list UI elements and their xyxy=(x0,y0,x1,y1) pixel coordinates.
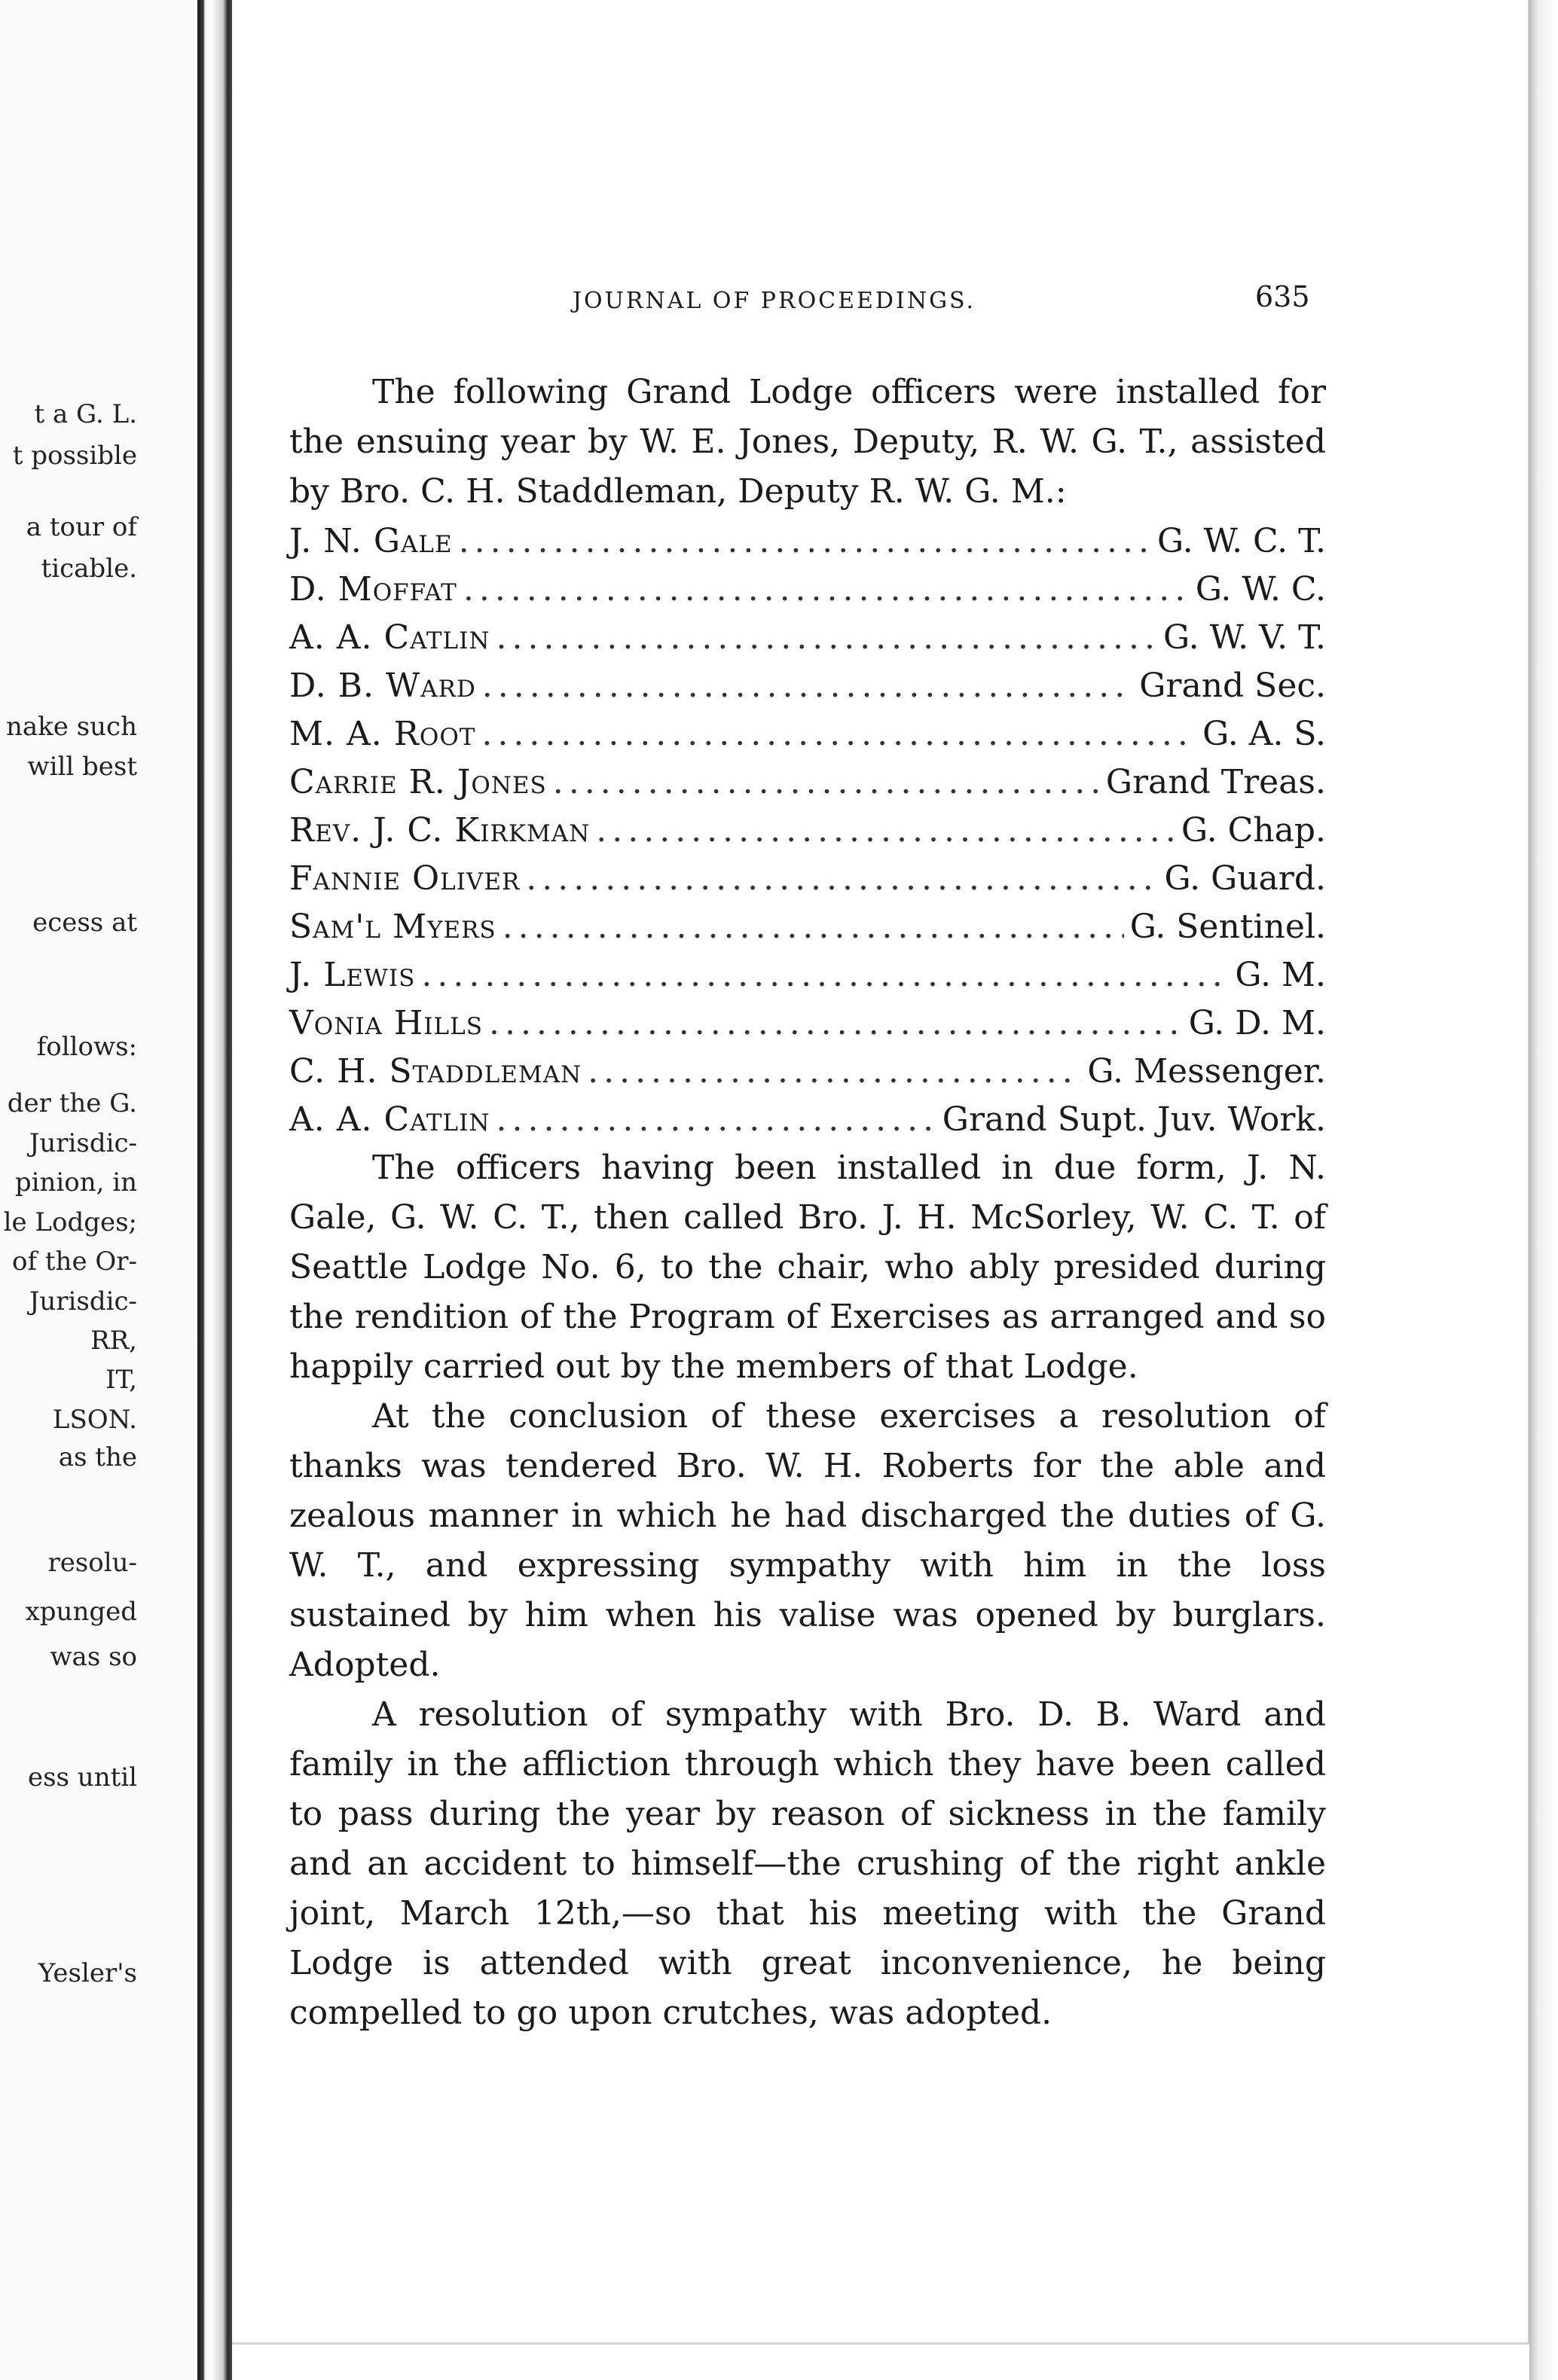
leader-dots xyxy=(489,999,1183,1048)
left-page-text: ticable. xyxy=(41,554,137,584)
leader-dots xyxy=(503,902,1124,952)
officer-row xyxy=(289,709,1326,758)
officer-row xyxy=(289,854,1326,902)
left-page-text: t possible xyxy=(12,441,137,471)
officer-name: Rev. J. C. Kirkman xyxy=(289,811,591,850)
officer-title: G. Chap. xyxy=(1181,811,1326,850)
paragraph-resolution-ward: A resolution of sympathy with Bro. D. B. Ward and family in the affliction through which they have been called to pass during the year by reason of sickness in the family and an accident to himself—the crushing of the right ankle joint, March 12th,—so that his meeting with the Grand Lodge is attended with great inconvenience, he being compelled to go upon crutches, was adopted. xyxy=(289,1695,1326,2032)
officer-title: G. W. C. xyxy=(1195,570,1326,609)
officer-row xyxy=(289,758,1326,806)
officer-name: D. Moffat xyxy=(289,570,457,609)
left-page-text: RR, xyxy=(90,1326,137,1356)
officer-row xyxy=(289,565,1326,613)
left-page-text: xpunged xyxy=(25,1597,137,1627)
paragraph-installation: The officers having been installed in due form, J. N. Gale, G. W. C. T., then called Bro. J. H. McSorley, W. C. T. of Seattle Lodge No. 6, to the chair, who ably presided during the rendition of the Program of Exercises as arranged and so happily carried out by the members of that Lodge. xyxy=(289,1149,1326,1386)
officer-row xyxy=(289,517,1326,565)
officer-title: G. M. xyxy=(1235,956,1326,994)
left-page-text: was so xyxy=(50,1642,137,1672)
running-head: JOURNAL OF PROCEEDINGS. xyxy=(573,288,976,314)
left-page-text: follows: xyxy=(36,1032,137,1062)
officer-name: A. A. Catlin xyxy=(289,618,490,657)
officer-row xyxy=(289,1095,1326,1143)
officer-name: Fannie Oliver xyxy=(289,859,521,898)
intro-paragraph: The following Grand Lodge officers were installed for the ensuing year by W. E. Jones, Deputy, R. W. G. T., assisted by Bro. C. H. Staddleman, Deputy R. W. G. M.: xyxy=(289,373,1326,511)
officer-title: Grand Treas. xyxy=(1105,763,1326,801)
officer-name: C. H. Staddleman xyxy=(289,1052,582,1091)
left-page-text: ecess at xyxy=(32,908,137,938)
left-page-text: le Lodges; xyxy=(3,1207,137,1237)
officer-title: G. W. C. T. xyxy=(1157,522,1326,560)
left-page-text: a tour of xyxy=(26,512,137,542)
officer-row xyxy=(289,999,1326,1047)
officer-row xyxy=(289,950,1326,999)
officer-title: G. Sentinel. xyxy=(1129,908,1326,946)
page-number: 635 xyxy=(1255,280,1310,313)
leader-dots xyxy=(459,517,1151,566)
page-edge xyxy=(1529,0,1558,2380)
left-page-text: Yesler's xyxy=(38,1958,137,1988)
left-page-fragment xyxy=(0,0,197,2380)
officer-title: G. Messenger. xyxy=(1087,1052,1326,1091)
officer-name: J. Lewis xyxy=(289,956,416,994)
left-page-text: will best xyxy=(27,752,137,782)
officer-name: J. N. Gale xyxy=(289,522,453,560)
officer-title: G. W. V. T. xyxy=(1163,618,1326,657)
left-page-text: ess until xyxy=(27,1762,137,1793)
officer-row xyxy=(289,902,1326,950)
officer-name: M. A. Root xyxy=(289,715,476,753)
leader-dots xyxy=(482,661,1133,711)
left-page-text: resolu- xyxy=(47,1548,137,1578)
officer-title: G. D. M. xyxy=(1188,1004,1326,1042)
leader-dots xyxy=(463,565,1190,615)
page-body xyxy=(289,368,1326,2038)
leader-dots xyxy=(588,1047,1081,1097)
left-page-text: der the G. xyxy=(7,1088,137,1118)
officer-name: Sam'l Myers xyxy=(289,908,496,946)
leader-dots xyxy=(596,806,1175,856)
officer-title: Grand Supt. Juv. Work. xyxy=(942,1100,1326,1139)
officer-name: Carrie R. Jones xyxy=(289,763,547,801)
paragraph-resolution-roberts: At the conclusion of these exercises a resolution of thanks was tendered Bro. W. H. Roberts for the able and zealous manner in which he had discharged the duties of G. W. T., and expressing sympathy with him in the loss sustained by him when his valise was opened by burglars. Adopted. xyxy=(289,1397,1326,1684)
officer-name: Vonia Hills xyxy=(289,1004,483,1042)
left-page-text: Jurisdic- xyxy=(29,1128,137,1158)
officer-title: Grand Sec. xyxy=(1139,667,1326,705)
leader-dots xyxy=(526,854,1158,904)
officer-list xyxy=(289,517,1326,1143)
left-page-text: LSON. xyxy=(52,1405,137,1435)
left-page-text: t a G. L. xyxy=(34,399,137,429)
officer-row xyxy=(289,613,1326,661)
officer-row xyxy=(289,806,1326,854)
leader-dots xyxy=(421,950,1229,1000)
leader-dots xyxy=(481,709,1196,759)
left-page-text: nake such xyxy=(6,712,137,742)
left-page-text: IT, xyxy=(105,1365,137,1395)
book-gutter xyxy=(197,0,232,2380)
left-page-text: of the Or- xyxy=(12,1246,137,1277)
officer-title: G. A. S. xyxy=(1202,715,1326,753)
officer-title: G. Guard. xyxy=(1164,859,1326,898)
left-page-text: pinion, in xyxy=(14,1167,137,1198)
leader-dots xyxy=(496,613,1158,663)
left-page-text: as the xyxy=(58,1442,137,1472)
officer-name: D. B. Ward xyxy=(289,667,476,705)
officer-row xyxy=(289,661,1326,709)
officer-name: A. A. Catlin xyxy=(289,1100,490,1139)
leader-dots xyxy=(496,1095,936,1145)
left-page-text: Jurisdic- xyxy=(29,1286,137,1317)
officer-row xyxy=(289,1047,1326,1095)
leader-dots xyxy=(553,758,1100,807)
